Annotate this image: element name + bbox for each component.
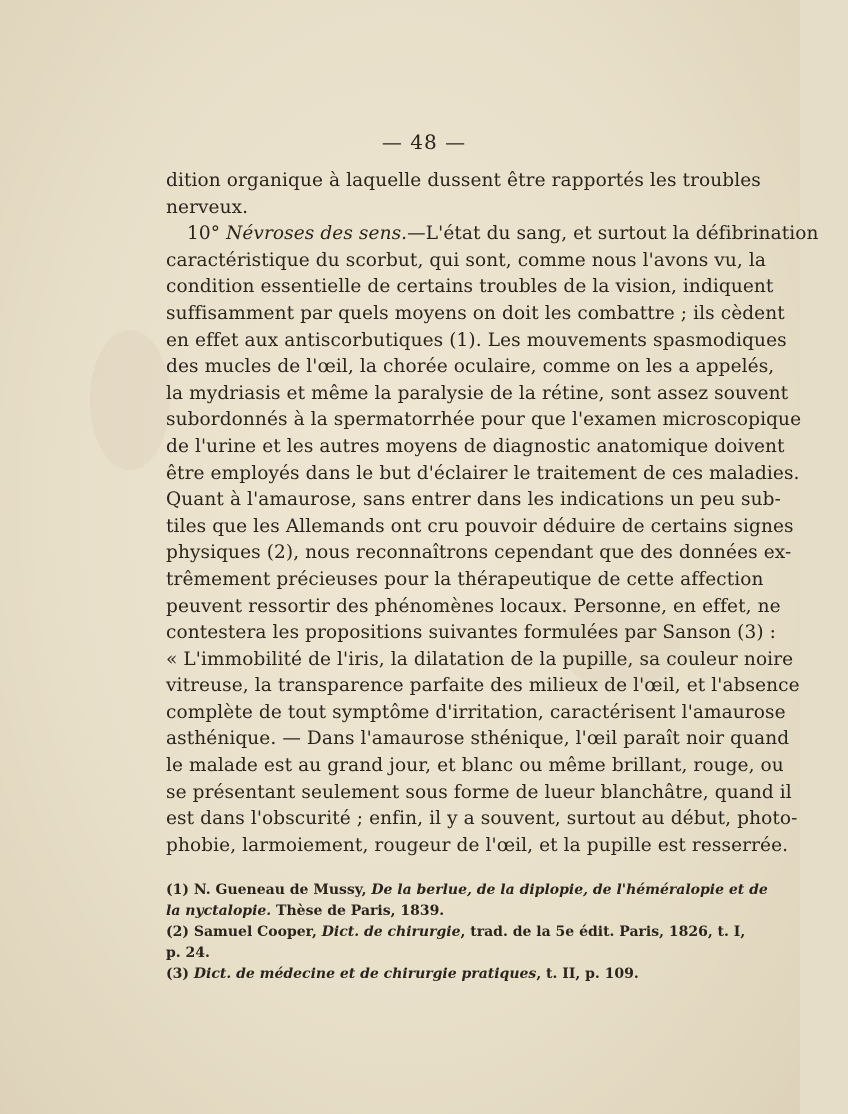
text-line: dition organique à laquelle dussent être rapportés les troubles — [166, 170, 761, 191]
footnote-1-title: De la berlue, de la diplopie, de l'héméralopie et de — [371, 882, 768, 898]
footnote-3-number: (3) — [166, 966, 194, 982]
text-line-section-heading — [166, 221, 819, 248]
text-line: être employés dans le but d'éclairer le traitement de ces maladies. — [166, 462, 800, 484]
footnote-3-title: Dict. de médecine et de chirurgie pratiques — [193, 966, 537, 982]
footnote-1-author: (1) N. Gueneau de Mussy, — [166, 882, 372, 898]
section-text: —L'état du sang, et surtout la défibrination — [407, 223, 819, 245]
text-line: tiles que les Allemands ont cru pouvoir déduire de certains signes — [166, 515, 794, 537]
text-line: Quant à l'amaurose, sans entrer dans les indications un peu sub- — [166, 489, 781, 511]
text-line: en effet aux antiscorbutiques (1). Les mouvements spasmodiques — [166, 329, 787, 351]
footnote-2-cont: p. 24. — [166, 945, 210, 961]
text-line: contestera les propositions suivantes formulées par Sanson (3) : — [166, 622, 776, 644]
text-line: condition essentielle de certains troubles de la vision, indiquent — [166, 276, 774, 298]
footnote-3 — [166, 964, 698, 985]
footnote-2-source: , trad. de la 5e édit. Paris, 1826, t. I, — [460, 924, 746, 940]
footnote-1-title-cont: la nyctalopie. — [166, 903, 272, 919]
text-line: asthénique. — Dans l'amaurose sthénique, l'œil paraît noir quand — [166, 728, 790, 750]
text-line: physiques (2), nous reconnaîtrons cependant que des données ex- — [166, 542, 792, 564]
text-line: suffisamment par quels moyens on doit les combattre ; ils cèdent — [166, 302, 785, 324]
footnote-1 — [166, 880, 768, 901]
text-line: peuvent ressortir des phénomènes locaux. Personne, en effet, ne — [166, 595, 781, 617]
footnote-3-source: , t. II, p. 109. — [536, 966, 639, 982]
paper-stain — [90, 330, 170, 470]
text-line: le malade est au grand jour, et blanc ou même brillant, rouge, ou — [166, 755, 784, 777]
text-line: la mydriasis et même la paralysie de la rétine, sont assez souvent — [166, 382, 789, 404]
section-title: Névroses des sens. — [226, 223, 408, 245]
body-text — [166, 168, 819, 859]
text-line: vitreuse, la transparence parfaite des milieux de l'œil, et l'absence — [166, 675, 800, 697]
page-number: — 48 — — [381, 130, 467, 154]
text-line: de l'urine et les autres moyens de diagnostic anatomique doivent — [166, 435, 785, 457]
text-line: trêmement précieuses pour la thérapeutique de cette affection — [166, 568, 764, 590]
text-line: subordonnés à la spermatorrhée pour que l'examen microscopique — [166, 409, 802, 431]
text-line: nerveux. — [166, 196, 249, 218]
footnotes — [166, 880, 768, 985]
text-line: complète de tout symptôme d'irritation, caractérisent l'amaurose — [166, 701, 786, 723]
footnote-1-cont — [166, 901, 698, 922]
section-number: 10° — [187, 223, 227, 245]
text-line: caractéristique du scorbut, qui sont, comme nous l'avons vu, la — [166, 249, 766, 271]
text-line: des mucles de l'œil, la chorée oculaire, comme on les a appelés, — [166, 356, 775, 378]
footnote-2-author: (2) Samuel Cooper, — [166, 924, 322, 940]
footnote-1-source: Thèse de Paris, 1839. — [271, 903, 445, 919]
text-line: se présentant seulement sous forme de lueur blanchâtre, quand il — [166, 781, 792, 803]
text-line: « L'immobilité de l'iris, la dilatation de la pupille, sa couleur noire — [166, 648, 794, 670]
footnote-2 — [166, 922, 746, 943]
footnote-2-title: Dict. de chirurgie — [321, 924, 461, 940]
text-line: phobie, larmoiement, rougeur de l'œil, et la pupille est resserrée. — [166, 834, 789, 856]
text-line: est dans l'obscurité ; enfin, il y a souvent, surtout au début, photo- — [166, 808, 798, 830]
